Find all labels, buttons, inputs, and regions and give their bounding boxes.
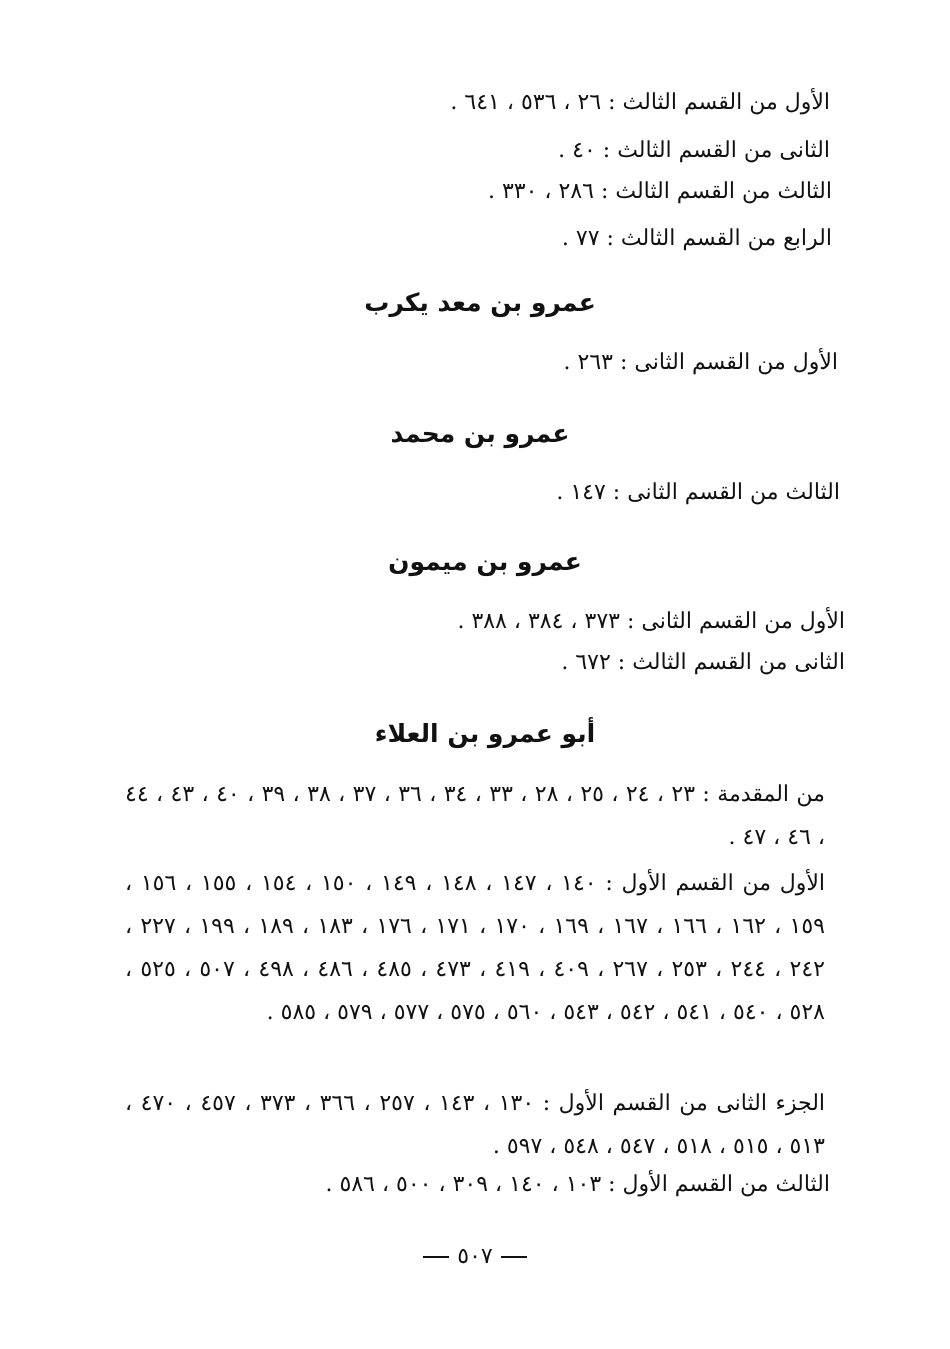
entry-line: الأول من القسم الثالث : ٢٦ ، ٥٣٦ ، ٦٤١ .	[450, 90, 830, 115]
section-heading: أبو عمرو بن العلاء	[374, 719, 596, 748]
section-heading: عمرو بن معد يكرب	[364, 288, 596, 317]
section-heading: عمرو بن ميمون	[388, 547, 582, 576]
dash-decoration	[423, 1256, 449, 1258]
entry-line: الثالث من القسم الثانى : ١٤٧ .	[556, 480, 840, 505]
entry-line: الأول من القسم الثانى : ٣٧٣ ، ٣٨٤ ، ٣٨٨ .	[457, 609, 845, 634]
entry-paragraph: الجزء الثانى من القسم الأول : ١٣٠ ، ١٤٣ ، ٢٥٧ ، ٣٦٦ ، ٣٧٣ ، ٤٥٧ ، ٤٧٠ ، ٥١٣ ، ٥١٥ ، ٥١٨ ، ٥٤٧ ، ٥٤٨ ، ٥٩٧ .	[125, 1091, 826, 1159]
entry-paragraph: الأول من القسم الأول : ١٤٠ ، ١٤٧ ، ١٤٨ ، ١٤٩ ، ١٥٠ ، ١٥٤ ، ١٥٥ ، ١٥٦ ، ١٥٩ ، ١٦٢ ، ١٦٦ ، ١٦٧ ، ١٦٩ ، ١٧٠ ، ١٧١ ، ١٧٦ ، ١٨٣ ، ١٨٩ ، ١٩٩ ، ٢٢٧ ، ٢٤٢ ، ٢٤٤ ، ٢٥٣ ، ٢٦٧ ، ٤٠٩ ، ٤١٩ ، ٤٧٣ ، ٤٨٥ ، ٤٨٦ ، ٤٩٨ ، ٥٠٧ ، ٥٢٥ ، ٥٢٨ ، ٥٤٠ ، ٥٤١ ، ٥٤٢ ، ٥٤٣ ، ٥٦٠ ، ٥٧٥ ، ٥٧٧ ، ٥٧٩ ، ٥٨٥ .	[125, 871, 826, 1025]
page-number	[0, 1242, 950, 1272]
entry-line: الثالث من القسم الثالث : ٢٨٦ ، ٣٣٠ .	[487, 179, 832, 204]
entry-line: الثانى من القسم الثالث : ٤٠ .	[558, 138, 830, 163]
entry-line: الثالث من القسم الأول : ١٠٣ ، ١٤٠ ، ٣٠٩ ، ٥٠٠ ، ٥٨٦ .	[325, 1172, 830, 1197]
dash-decoration	[501, 1256, 527, 1258]
entry-line: الأول من القسم الثانى : ٢٦٣ .	[563, 350, 838, 375]
entry-line: الرابع من القسم الثالث : ٧٧ .	[561, 226, 832, 251]
entry-paragraph: من المقدمة : ٢٣ ، ٢٤ ، ٢٥ ، ٢٨ ، ٣٣ ، ٣٤ ، ٣٦ ، ٣٧ ، ٣٨ ، ٣٩ ، ٤٠ ، ٤٣ ، ٤٤ ، ٤٦ ، ٤٧ .	[125, 782, 825, 850]
entry-line: الثانى من القسم الثالث : ٦٧٢ .	[561, 650, 845, 675]
page-number-text: ٥٠٧	[457, 1244, 493, 1269]
section-heading: عمرو بن محمد	[390, 419, 570, 448]
